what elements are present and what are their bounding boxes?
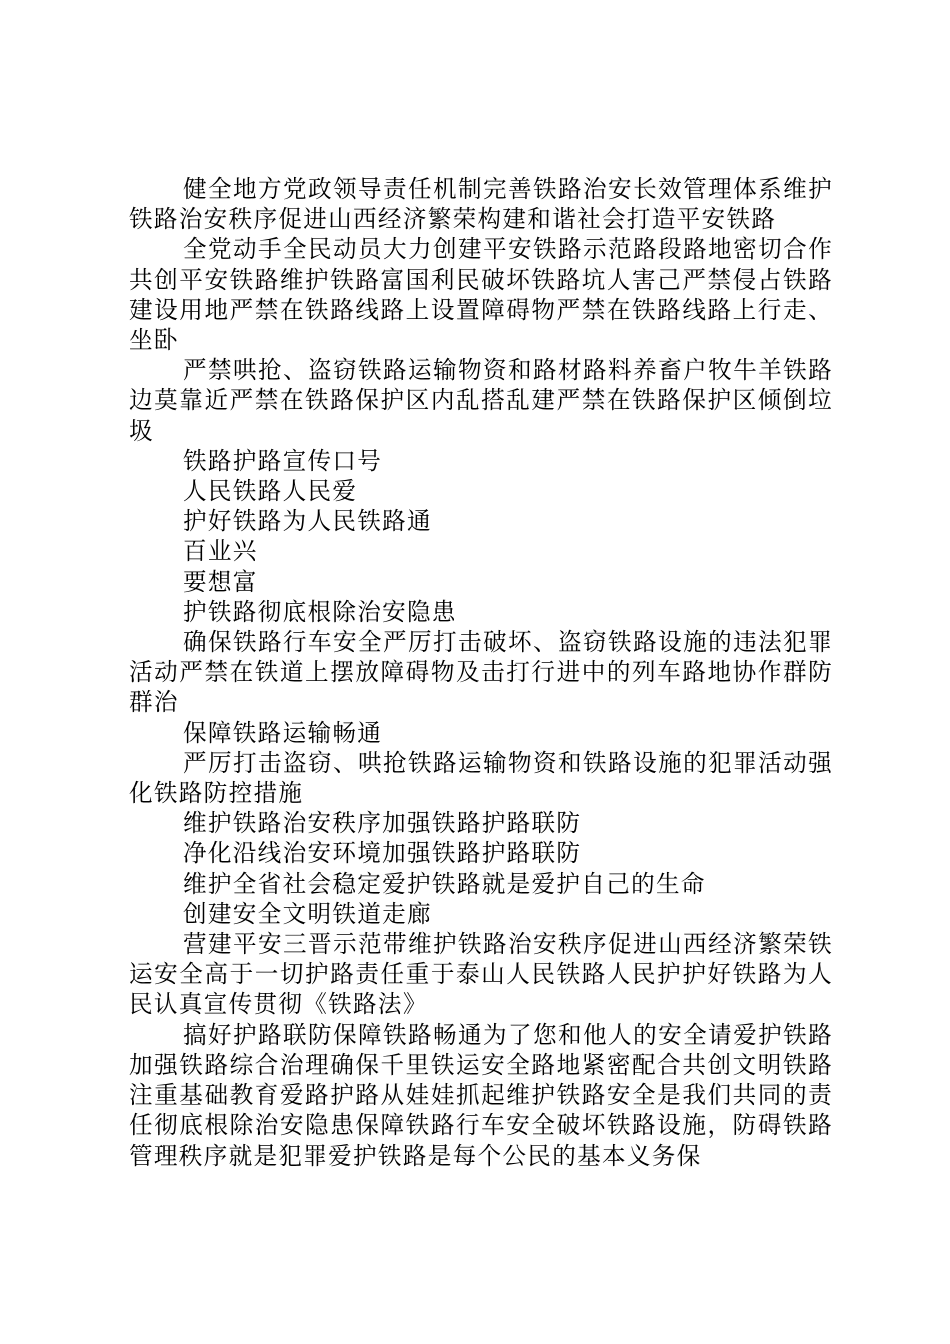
paragraph: 净化沿线治安环境加强铁路护路联防 [183,839,582,868]
paragraph: 严厉打击盗窃、哄抢铁路运输物资和铁路设施的犯罪活动强化铁路防控措施 [129,748,833,808]
paragraph: 搞好护路联防保障铁路畅通为了您和他人的安全请爱护铁路加强铁路综合治理确保千里铁运安全路地紧密配合共创文明铁路注重基础教育爱路护路从娃娃抓起维护铁路安全是我们共同的责任彻底根除治安隐患保障铁路行车安全破坏铁路设施，防碍铁路管理秩序就是犯罪爱护铁路是每个公民的基本义务保 [129,1020,833,1170]
paragraph: 维护全省社会稳定爱护铁路就是爱护自己的生命 [183,869,706,898]
paragraph: 人民铁路人民爱 [183,477,358,506]
paragraph: 创建安全文明铁道走廊 [183,899,432,928]
paragraph: 维护铁路治安秩序加强铁路护路联防 [183,809,582,838]
paragraph: 严禁哄抢、盗窃铁路运输物资和路材路料养畜户牧牛羊铁路边莫靠近严禁在铁路保护区内乱搭乱建严禁在铁路保护区倾倒垃圾 [129,356,833,445]
document-body [129,174,833,1171]
paragraph: 护铁路彻底根除治安隐患 [183,597,457,626]
paragraph: 全党动手全民动员大力创建平安铁路示范路段路地密切合作共创平安铁路维护铁路富国利民破坏铁路坑人害己严禁侵占铁路建设用地严禁在铁路线路上设置障碍物严禁在铁路线路上行走、坐卧 [129,235,833,355]
paragraph: 保障铁路运输畅通 [183,718,383,747]
paragraph: 营建平安三晋示范带维护铁路治安秩序促进山西经济繁荣铁运安全高于一切护路责任重于泰山人民铁路人民护护好铁路为人民认真宣传贯彻《铁路法》 [129,930,833,1019]
paragraph: 铁路护路宣传口号 [183,446,383,475]
paragraph: 要想富 [183,567,258,596]
paragraph: 护好铁路为人民铁路通 [183,507,432,536]
paragraph: 确保铁路行车安全严厉打击破坏、盗窃铁路设施的违法犯罪活动严禁在铁道上摆放障碍物及击打行进中的列车路地协作群防群治 [129,628,833,717]
paragraph: 百业兴 [183,537,258,566]
paragraph: 健全地方党政领导责任机制完善铁路治安长效管理体系维护铁路治安秩序促进山西经济繁荣构建和谐社会打造平安铁路 [129,175,833,234]
